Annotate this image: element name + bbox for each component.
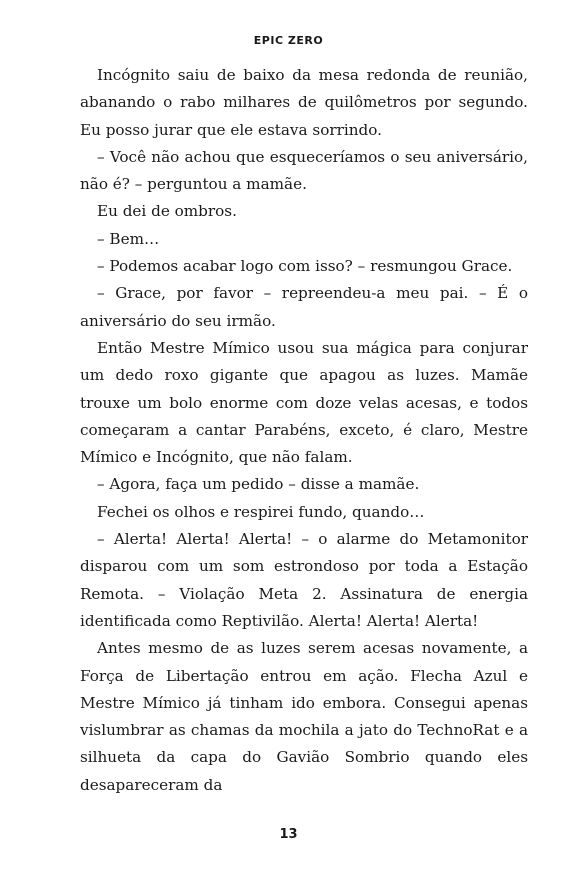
paragraph: – Você não achou que esqueceríamos o seu aniversário, não é? – perguntou a mamãe.: [80, 147, 528, 194]
paragraph: – Podemos acabar logo com isso? – resmungou Grace.: [97, 257, 513, 276]
body-text: [80, 62, 528, 799]
paragraph: Fechei os olhos e respirei fundo, quando…: [97, 502, 425, 521]
paragraph: – Bem…: [97, 229, 160, 248]
paragraph: Eu dei de ombros.: [97, 202, 237, 221]
paragraph: Antes mesmo de as luzes serem acesas novamente, a Força de Libertação entrou em ação. Flecha Azul e Mestre Mímico já tinham ido embora. Consegui apenas vislumbrar as chamas da mochila a jato do TechnoRat e a silhueta da capa do Gavião Sombrio quando eles desapareceram da: [80, 639, 528, 794]
paragraph: – Agora, faça um pedido – disse a mamãe.: [97, 475, 420, 494]
paragraph: Então Mestre Mímico usou sua mágica para conjurar um dedo roxo gigante que apagou as luzes. Mamãe trouxe um bolo enorme com doze velas acesas, e todos começaram a cantar Parabéns, exceto, é claro, Mestre Mímico e Incógnito, que não falam.: [80, 338, 528, 467]
page-number: 13: [279, 827, 298, 842]
running-header-title: EPIC ZERO: [253, 34, 324, 47]
paragraph: – Grace, por favor – repreendeu-a meu pai. – É o aniversário do seu irmão.: [80, 284, 528, 330]
paragraph: Incógnito saiu de baixo da mesa redonda de reunião, abanando o rabo milhares de quilômetros por segundo. Eu posso jurar que ele estava sorrindo.: [80, 66, 528, 139]
paragraph: – Alerta! Alerta! Alerta! – o alarme do Metamonitor disparou com um som estrondoso por toda a Estação Remota. – Violação Meta 2. Assinatura de energia identificada como Reptivilão. Alerta! Alerta! Alerta!: [80, 530, 528, 630]
